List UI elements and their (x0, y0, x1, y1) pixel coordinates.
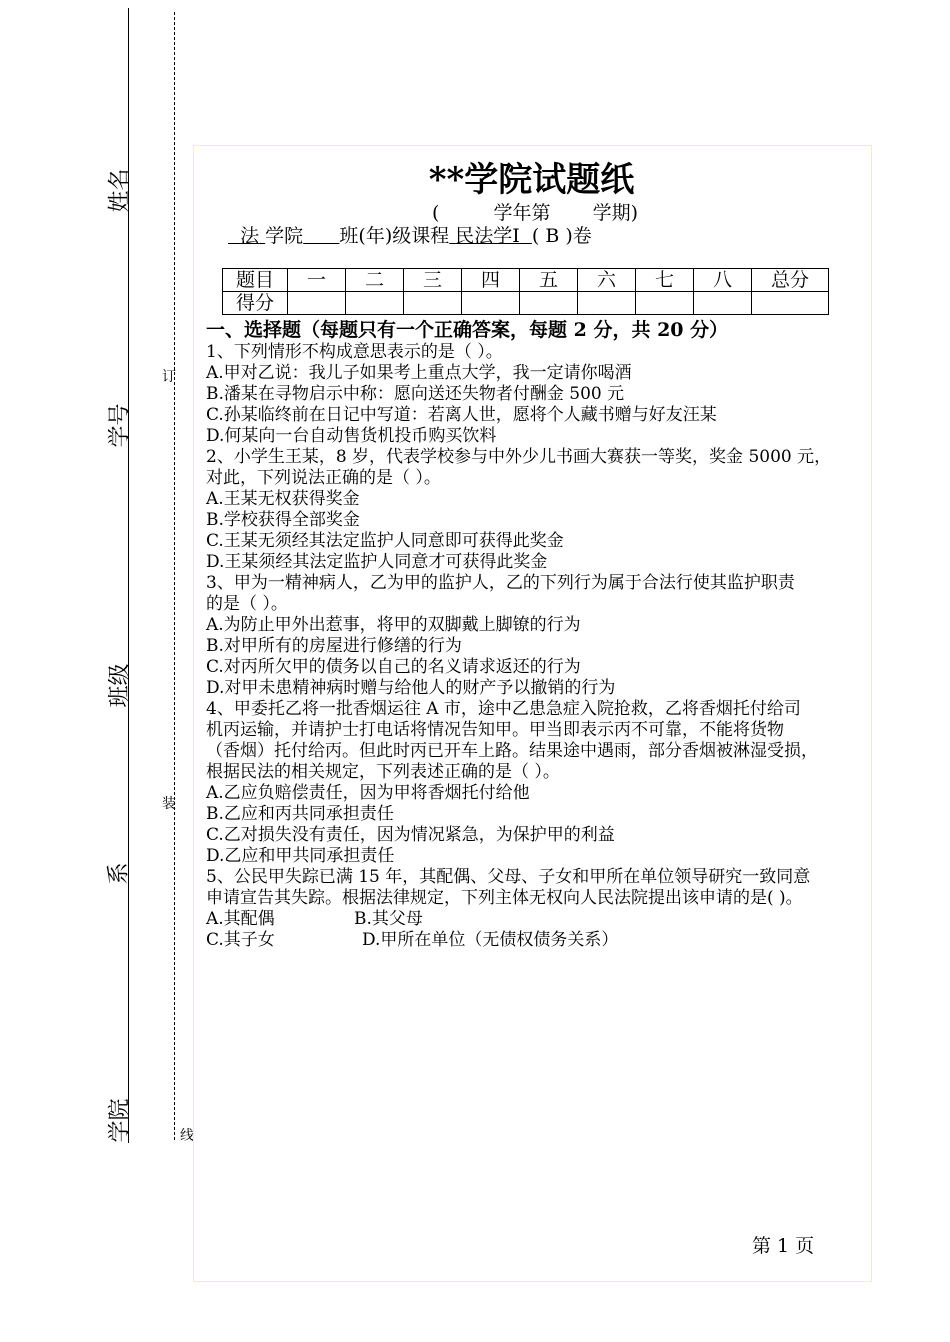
name-label: 姓名 (107, 168, 133, 213)
course-value-text: 民法学Ⅰ (455, 225, 520, 247)
page-number: 第 1 页 (752, 1235, 815, 1257)
question-4-stem-line2: 机丙运输，并请护士打电话将情况告知甲。甲当即表示丙不可靠，不能将货物 (206, 720, 784, 740)
question-5-stem-line1: 5、公民甲失踪已满 15 年，其配偶、父母、子女和甲所在单位领导研究一致同意 (206, 867, 811, 887)
score-header-cell: 五 (520, 269, 578, 292)
college-label: 学院 (107, 1098, 133, 1143)
question-5-option-a: A.其配偶 (206, 909, 275, 929)
class-suffix: 班(年)级课程 (339, 225, 450, 247)
score-header-cell: 一 (288, 269, 346, 292)
score-cell[interactable] (752, 292, 829, 315)
section-heading: 一、选择题（每题只有一个正确答案，每题 2 分，共 20 分） (206, 319, 729, 341)
question-1-stem: 1、下列情形不构成意思表示的是（ ）。 (206, 342, 503, 362)
department-label: 系 (106, 862, 132, 885)
score-header-cell: 总分 (752, 269, 829, 292)
question-3-option-d: D.对甲未患精神病时赠与给他人的财产予以撤销的行为 (206, 678, 616, 698)
question-3-stem-line1: 3、甲为一精神病人，乙为甲的监护人，乙的下列行为属于合法行使其监护职责 (206, 573, 795, 593)
score-header-cell: 六 (578, 269, 636, 292)
score-cell[interactable] (520, 292, 578, 315)
question-2-option-b: B.学校获得全部奖金 (206, 510, 360, 530)
term-open-paren: ( (432, 202, 440, 224)
binding-mark-xian: 线 (180, 1128, 194, 1144)
course-value (449, 225, 532, 247)
score-cell[interactable] (694, 292, 752, 315)
question-1-option-c: C.孙某临终前在日记中写道：若离人世，愿将个人藏书赠与好友汪某 (206, 405, 717, 425)
question-5-options-row1 (206, 909, 866, 930)
score-header-cell: 二 (346, 269, 404, 292)
question-5-option-d: D.甲所在单位（无债权债务关系） (362, 930, 619, 950)
score-header-cell: 三 (404, 269, 462, 292)
question-3-option-c: C.对丙所欠甲的债务以自己的名义请求返还的行为 (206, 657, 581, 677)
class-label: 班级 (107, 663, 133, 708)
score-header-cell: 题目 (223, 269, 288, 292)
course-info (228, 221, 592, 248)
question-5-stem-line2: 申请宣告其失踪。根据法律规定，下列主体无权向人民法院提出该申请的是( )。 (206, 888, 803, 908)
question-5-option-b: B.其父母 (354, 909, 423, 929)
score-header-cell: 七 (636, 269, 694, 292)
class-blank (303, 225, 339, 247)
question-3-option-a: A.为防止甲外出惹事，将甲的双脚戴上脚镣的行为 (206, 615, 581, 635)
question-3-option-b: B.对甲所有的房屋进行修缮的行为 (206, 636, 462, 656)
binding-mark-ding: 订 (162, 369, 176, 385)
question-5-options-row2 (206, 930, 866, 951)
score-cell[interactable] (462, 292, 520, 315)
question-2-option-c: C.王某无须经其法定监护人同意即可获得此奖金 (206, 531, 564, 551)
question-content (206, 318, 866, 951)
score-table-header-row (223, 269, 829, 292)
score-cell[interactable] (404, 292, 462, 315)
score-row-label: 得分 (223, 292, 288, 315)
question-2-stem-line1: 2、小学生王某，8 岁，代表学校参与中外少儿书画大赛获一等奖，奖金 5000 元， (206, 447, 832, 467)
score-table-score-row (223, 292, 829, 315)
question-3-stem-line2: 的是（ ）。 (206, 594, 288, 614)
binding-mark-zhuang: 装 (162, 796, 176, 812)
score-header-cell: 四 (462, 269, 520, 292)
score-cell[interactable] (346, 292, 404, 315)
question-5-option-c: C.其子女 (206, 930, 275, 950)
question-4-stem-line1: 4、甲委托乙将一批香烟运往 A 市，途中乙患急症入院抢救，乙将香烟托付给司 (206, 699, 801, 719)
question-4-option-b: B.乙应和丙共同承担责任 (206, 804, 394, 824)
score-cell[interactable] (636, 292, 694, 315)
term-semester-label: 学期) (592, 202, 639, 224)
question-4-stem-line3: （香烟）托付给丙。但此时丙已开车上路。结果途中遇雨，部分香烟被淋湿受损， (206, 741, 818, 761)
question-4-option-c: C.乙对损失没有责任，因为情况紧急，为保护甲的利益 (206, 825, 615, 845)
question-1-option-b: B.潘某在寻物启示中称：愿向送还失物者付酬金 500 元 (206, 384, 625, 404)
score-cell[interactable] (578, 292, 636, 315)
question-4-option-d: D.乙应和甲共同承担责任 (206, 846, 395, 866)
question-2-option-d: D.王某须经其法定监护人同意才可获得此奖金 (206, 552, 548, 572)
college-suffix: 学院 (265, 225, 304, 247)
score-table (222, 268, 829, 315)
college-value (228, 225, 265, 247)
question-2-stem-line2: 对此，下列说法正确的是（ ）。 (206, 468, 441, 488)
question-4-stem-line4: 根据民法的相关规定，下列表述正确的是（ ）。 (206, 762, 560, 782)
question-1-option-d: D.何某向一台自动售货机投币购买饮料 (206, 426, 497, 446)
score-header-cell: 八 (694, 269, 752, 292)
score-cell[interactable] (288, 292, 346, 315)
binding-line-dashed (174, 12, 175, 1140)
question-1-option-a: A.甲对乙说：我儿子如果考上重点大学，我一定请你喝酒 (206, 363, 632, 383)
page-title: **学院试题纸 (428, 160, 635, 200)
student-id-label: 学号 (107, 403, 133, 448)
college-value-text: 法 (240, 225, 260, 247)
paper-type: ( B )卷 (531, 225, 592, 247)
question-2-option-a: A.王某无权获得奖金 (206, 489, 360, 509)
term-year-label: 学年第 (493, 202, 551, 224)
question-4-option-a: A.乙应负赔偿责任，因为甲将香烟托付给他 (206, 783, 530, 803)
